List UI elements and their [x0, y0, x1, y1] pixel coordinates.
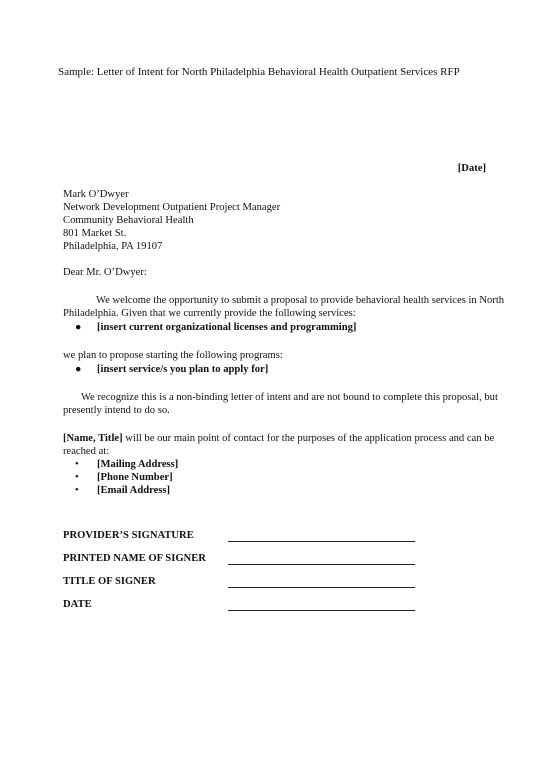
recipient-address: [63, 188, 280, 253]
current-services-text: [insert current organizational licenses and programming]: [97, 322, 357, 333]
salutation: Dear Mr. O’Dwyer:: [63, 267, 147, 278]
proposed-services-item: [75, 363, 268, 376]
title-of-signer-line[interactable]: [228, 587, 415, 588]
paragraph-4-line-1: [63, 432, 494, 445]
recipient-position: Network Development Outpatient Project Manager: [63, 202, 281, 213]
contact-mailing-address: [Mailing Address]: [97, 459, 179, 470]
paragraph-4-line-2: reached at:: [63, 446, 110, 457]
paragraph-4-rest: will be our main point of contact for the purposes of the application process and can be: [122, 433, 495, 444]
signature-label: PROVIDER’S SIGNATURE: [63, 530, 194, 541]
contact-item: [75, 471, 178, 484]
contact-name-title: [Name, Title]: [63, 433, 123, 444]
contact-item: [75, 484, 178, 497]
title-of-signer-label: TITLE OF SIGNER: [63, 576, 156, 587]
signature-line[interactable]: [228, 541, 415, 542]
paragraph-3-line-1: We recognize this is a non-binding letter of intent and are not bound to complete this proposal, but: [81, 392, 498, 403]
contact-phone-number: [Phone Number]: [97, 472, 173, 483]
paragraph-2: we plan to propose starting the following programs:: [63, 350, 283, 361]
bullet-icon: •: [75, 472, 79, 483]
contact-item: [75, 458, 178, 471]
recipient-street: 801 Market St.: [63, 228, 127, 239]
document-title: Sample: Letter of Intent for North Philadelphia Behavioral Health Outpatient Services RFP: [58, 66, 460, 78]
recipient-city: Philadelphia, PA 19107: [63, 241, 163, 252]
paragraph-3-line-2: presently intend to do so.: [63, 405, 170, 416]
date-placeholder: [Date]: [457, 163, 486, 174]
bullet-icon: •: [75, 459, 79, 470]
contact-email-address: [Email Address]: [97, 485, 171, 496]
bullet-icon: ●: [75, 364, 82, 375]
recipient-organization: Community Behavioral Health: [63, 215, 194, 226]
date-label: DATE: [63, 599, 92, 610]
contact-list: [75, 458, 178, 497]
bullet-icon: •: [75, 485, 79, 496]
recipient-name: Mark O’Dwyer: [63, 189, 129, 200]
paragraph-1-line-2: Philadelphia. Given that we currently provide the following services:: [63, 308, 356, 319]
printed-name-label: PRINTED NAME OF SIGNER: [63, 553, 206, 564]
printed-name-line[interactable]: [228, 564, 415, 565]
bullet-icon: ●: [75, 322, 82, 333]
proposed-services-text: [insert service/s you plan to apply for]: [97, 364, 269, 375]
current-services-item: [75, 321, 356, 334]
date-line[interactable]: [228, 610, 415, 611]
paragraph-1-line-1: We welcome the opportunity to submit a proposal to provide behavioral health services in North: [96, 295, 505, 306]
